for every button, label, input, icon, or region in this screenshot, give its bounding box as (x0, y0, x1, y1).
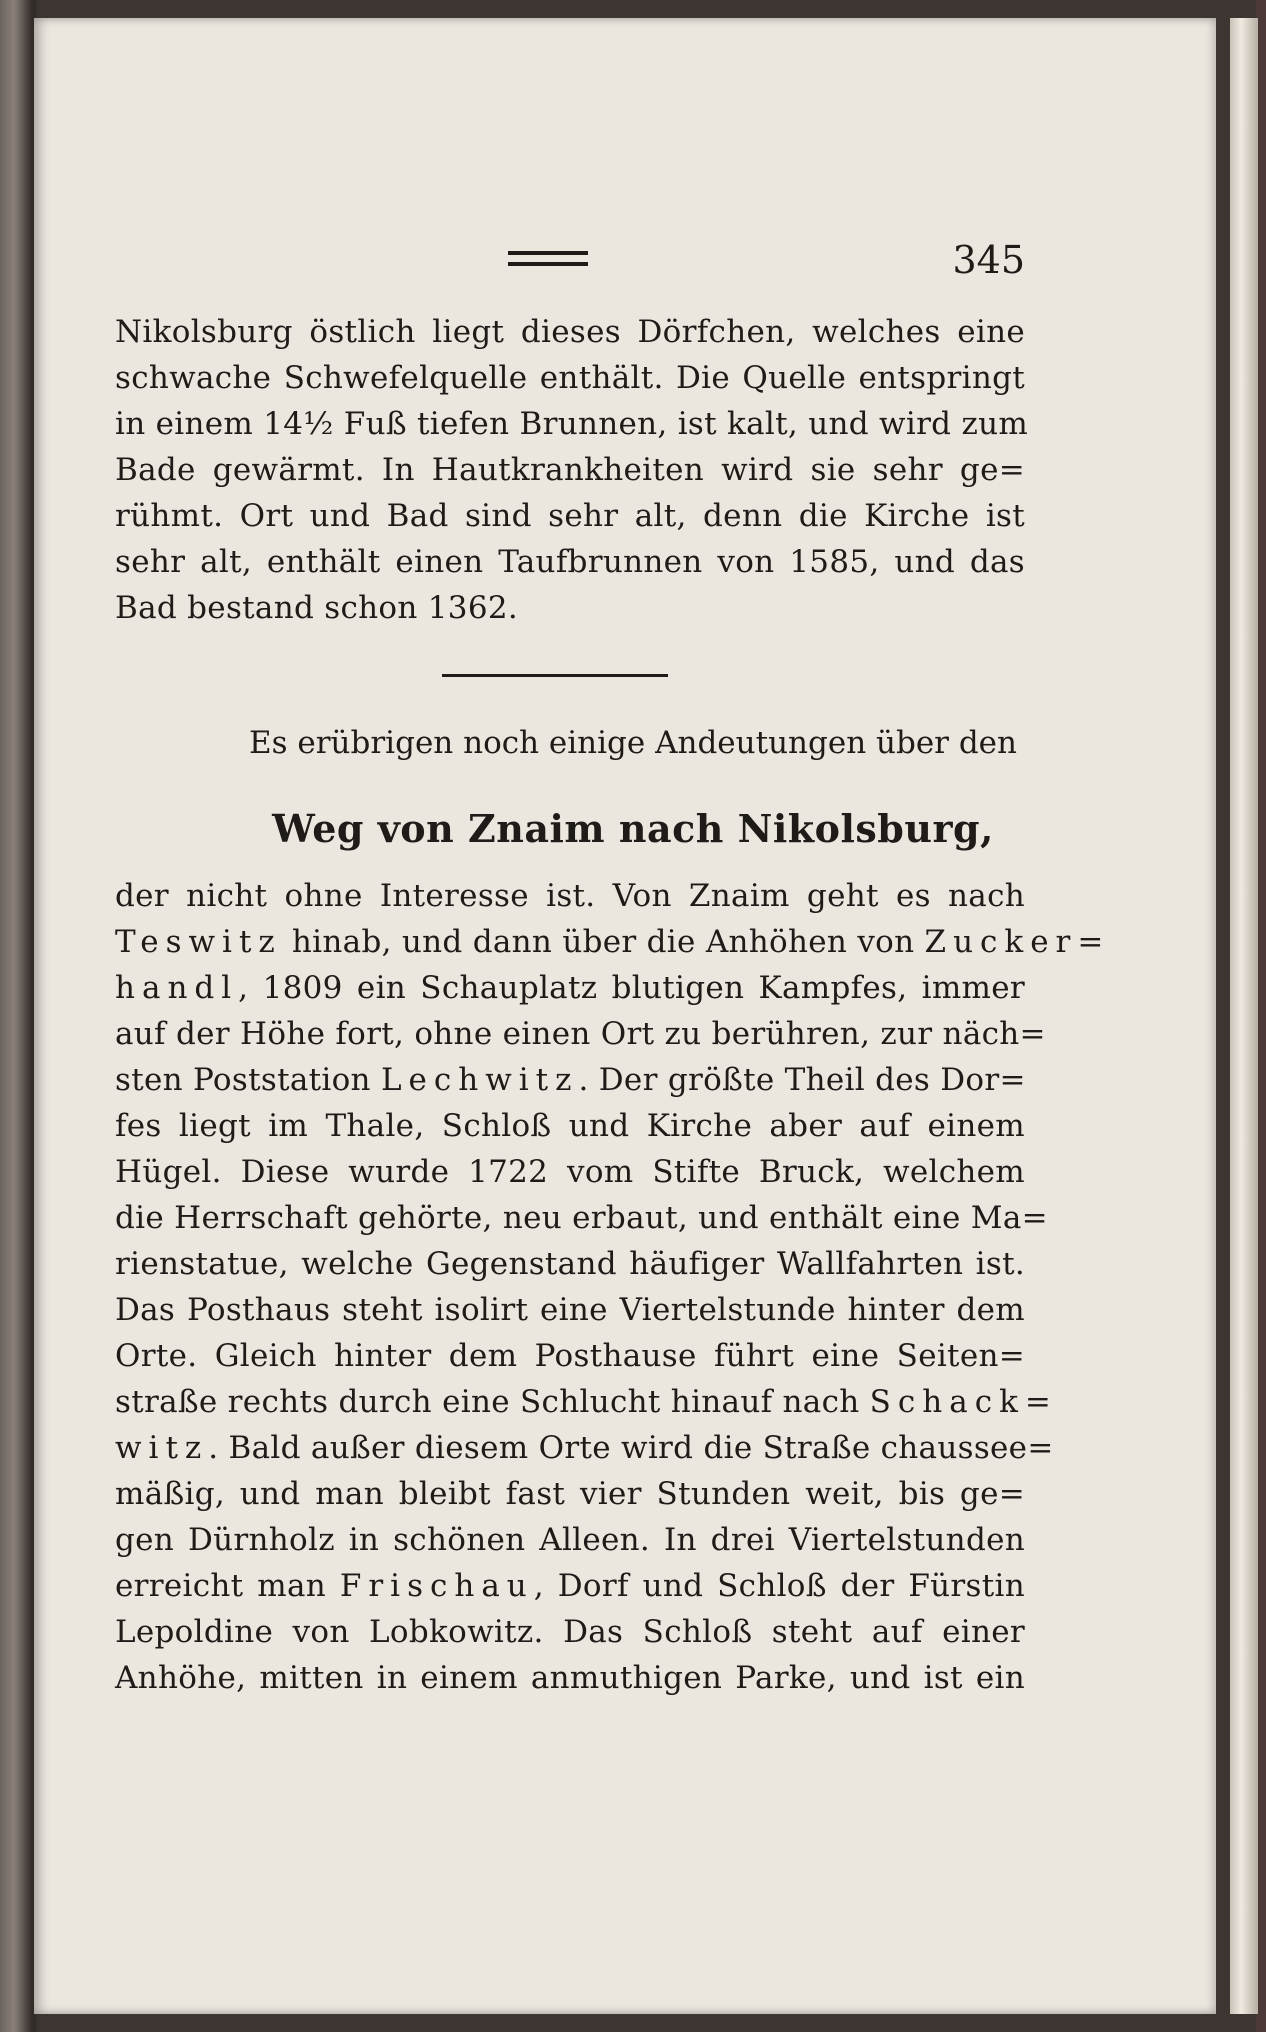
text-line: Orte. Gleich hinter dem Posthause führt eine Seiten= (115, 1338, 1025, 1374)
text-line: in einem 14½ Fuß tiefen Brunnen, ist kalt, und wird zum (115, 406, 1029, 442)
spaced-place-name: witz (115, 1430, 209, 1466)
text-line: gen Dürnholz in schönen Alleen. In drei Viertelstunden (115, 1522, 1025, 1558)
page-number: 345 (952, 238, 1025, 282)
text-line: straße rechts durch eine Schlucht hinauf nach Schack= (115, 1384, 1058, 1420)
text-line: rienstatue, welche Gegenstand häufiger Wallfahrten ist. (115, 1246, 1025, 1282)
text-line: die Herrschaft gehörte, neu erbaut, und enthält eine Ma= (115, 1200, 1048, 1236)
page-edges (1230, 18, 1258, 2014)
text-line: Anhöhe, mitten in einem anmuthigen Parke, und ist ein (115, 1660, 1025, 1696)
text-line: Nikolsburg östlich liegt dieses Dörfchen, welches eine (115, 314, 1025, 350)
text-line: sten Poststation Lechwitz. Der größte Theil des Dor= (115, 1062, 1026, 1098)
text-line: Teswitz hinab, und dann über die Anhöhen von Zucker= (115, 924, 1111, 960)
spaced-place-name: Teswitz (115, 924, 282, 960)
text-line: erreicht man Frischau, Dorf und Schloß der Fürstin (115, 1568, 1025, 1604)
spaced-place-name: handl (115, 970, 239, 1006)
text-line: mäßig, und man bleibt fast vier Stunden weit, bis ge= (115, 1476, 1025, 1512)
text-line: Bade gewärmt. In Hautkrankheiten wird sie sehr ge= (115, 452, 1025, 488)
text-line: schwache Schwefelquelle enthält. Die Quelle entspringt (115, 360, 1025, 396)
text-line: rühmt. Ort und Bad sind sehr alt, denn die Kirche ist (115, 498, 1025, 534)
text-line: Das Posthaus steht isolirt eine Viertelstunde hinter dem (115, 1292, 1025, 1328)
header-double-rule (508, 251, 588, 266)
text-line: auf der Höhe fort, ohne einen Ort zu berühren, zur näch= (115, 1016, 1046, 1052)
spaced-place-name: Frischau (339, 1568, 534, 1604)
text-line: der nicht ohne Interesse ist. Von Znaim geht es nach (115, 878, 1025, 914)
text-line: fes liegt im Thale, Schloß und Kirche aber auf einem (115, 1108, 1025, 1144)
spaced-place-name: Schack= (869, 1384, 1058, 1420)
section-heading: Weg von Znaim nach Nikolsburg, (272, 806, 994, 851)
section-intro: Es erübrigen noch einige Andeutungen über den (249, 725, 1017, 761)
section-divider-rule (442, 674, 668, 677)
text-line: Bad bestand schon 1362. (115, 590, 519, 626)
spaced-place-name: Zucker= (924, 924, 1111, 960)
text-line: witz. Bald außer diesem Orte wird die Straße chaussee= (115, 1430, 1054, 1466)
text-line: handl, 1809 ein Schauplatz blutigen Kampfes, immer (115, 970, 1025, 1006)
spaced-place-name: Lechwitz (380, 1062, 579, 1098)
text-line: Lepoldine von Lobkowitz. Das Schloß steht auf einer (115, 1614, 1025, 1650)
text-line: sehr alt, enthält einen Taufbrunnen von 1585, und das (115, 544, 1025, 580)
text-line: Hügel. Diese wurde 1722 vom Stifte Bruck, welchem (115, 1154, 1025, 1190)
